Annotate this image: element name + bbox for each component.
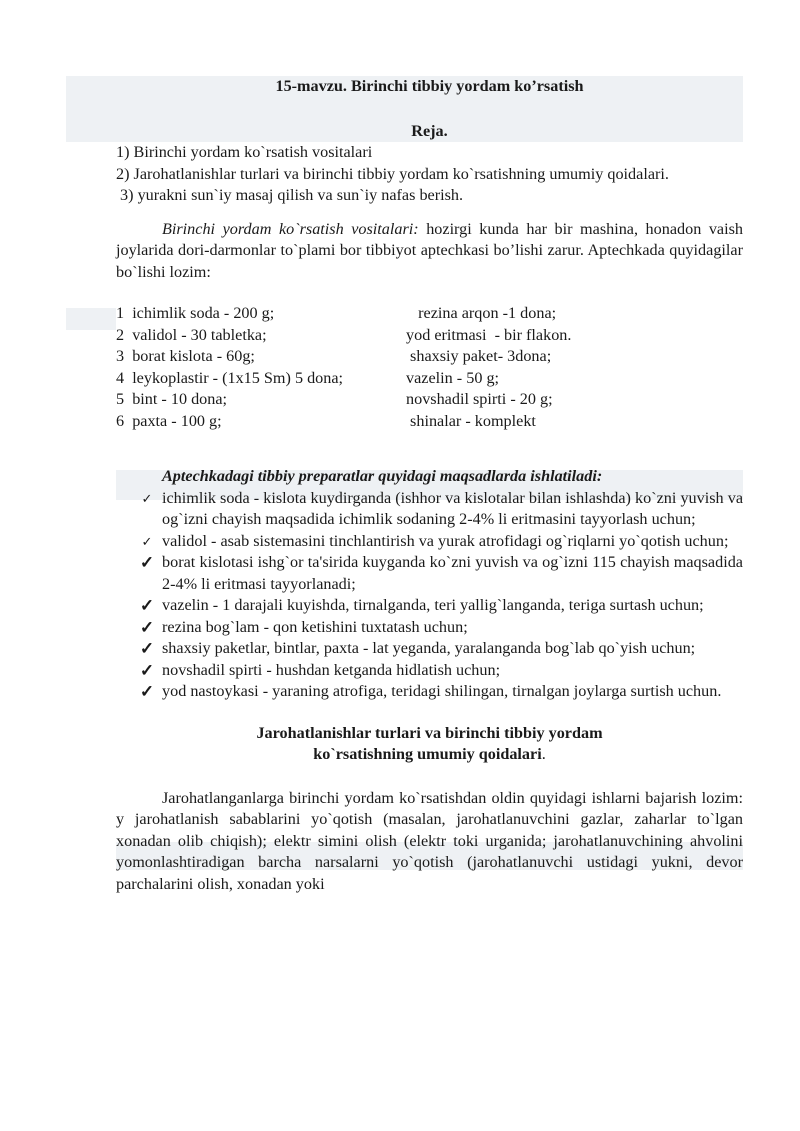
checkmark-icon: ✓	[139, 617, 155, 637]
intro-italic-lead: Birinchi yordam ko`rsatish vositalari:	[162, 219, 419, 238]
document-page	[116, 76, 743, 895]
supply-row	[116, 389, 743, 411]
list-item	[116, 531, 743, 553]
checkmark-icon: ✓	[139, 596, 155, 615]
supply-item-left: 6 paxta - 100 g;	[116, 411, 222, 430]
supply-row	[116, 368, 743, 390]
section-heading-period: .	[541, 745, 546, 763]
section-heading	[116, 723, 743, 766]
list-item	[116, 595, 743, 617]
intro-paragraph	[116, 219, 743, 284]
supply-item-right: rezina arqon -1 dona;	[406, 304, 557, 322]
uses-list	[116, 488, 743, 703]
supplies-list	[116, 303, 743, 432]
list-item	[116, 638, 743, 660]
supply-item-left: 4 leykoplastir - (1x15 Sm) 5 dona;	[116, 368, 344, 387]
checkmark-icon: ✓	[141, 533, 153, 549]
intro-text: hozirgi kunda har bir mashina, honadon vaish joylarida dori-darmonlar to`plami bor tibbiyot aptechkasi bo’lishi zarur. Aptechkada quyidagilar bo`lishi lozim:	[116, 219, 743, 281]
list-item	[116, 660, 743, 682]
checkmark-icon: ✓	[139, 553, 155, 572]
plan-heading: Reja.	[411, 121, 448, 140]
list-item	[116, 552, 743, 595]
list-item	[116, 681, 743, 703]
checkmark-icon: ✓	[139, 660, 155, 680]
supply-item-left: 1 ichimlik soda - 200 g;	[116, 304, 275, 322]
list-item	[116, 617, 743, 639]
supply-row	[116, 346, 743, 368]
plan-list	[116, 142, 743, 207]
list-item	[116, 488, 743, 531]
list-item-text: vazelin - 1 darajali kuyishda, tirnalganda, teri yallig`langanda, teriga surtash uchun;	[162, 596, 704, 614]
supply-item-left: 5 bint - 10 dona;	[116, 390, 228, 408]
page-title: 15-mavzu. Birinchi tibbiy yordam ko’rsatish	[275, 77, 584, 95]
list-item-text: novshadil spirti - hushdan ketganda hidlatish uchun;	[162, 660, 501, 679]
plan-item: 3) yurakni sun`iy masaj qilish va sun`iy nafas berish.	[116, 186, 464, 204]
supply-item-right: shaxsiy paket- 3dona;	[406, 347, 552, 365]
list-item-text: ichimlik soda - kislota kuydirganda (ishhor va kislotalar bilan ishlashda) ko`zni yuvish va og`izni chayish maqsadida ichimlik sodaning 2-4% li eritmasini tayyorlash uchun;	[162, 488, 743, 528]
supply-row	[116, 325, 743, 347]
supply-item-right: shinalar - komplekt	[406, 411, 536, 430]
section-heading-text: ko`rsatishning umumiy qoidalari	[313, 745, 542, 763]
checkmark-icon: ✓	[139, 639, 155, 658]
list-item-text: shaxsiy paketlar, bintlar, paxta - lat yeganda, yaralanganda bog`lab qo`yish uchun;	[162, 639, 696, 657]
uses-heading: Aptechkadagi tibbiy preparatlar quyidagi maqsadlarda ishlatiladi:	[162, 467, 603, 485]
supply-item-left: 2 validol - 30 tabletka;	[116, 325, 267, 344]
section-paragraph: Jarohatlanganlarga birinchi yordam ko`rsatishdan oldin quyidagi ishlarni bajarish lozim: y jarohatlanish sabablarini yo`qotish (masalan, jarohatlanuvchini gazlar, zaharlar to`lgan xonadan olib chiqish); elektr simini olish (elektr toki urganida; jarohatlanuvchining ahvolini yomonlashtiradigan barcha narsalarni yo`qotish (jarohatlanuvchi ustidagi yukni, devor parchalarini olish, xonadan yoki	[116, 788, 743, 893]
supply-item-right: novshadil spirti - 20 g;	[406, 390, 553, 408]
list-item-text: yod nastoykasi - yaraning atrofiga, teridagi shilingan, tirnalgan joylarga surtish uchun.	[162, 682, 722, 700]
supply-row	[116, 303, 743, 325]
list-item-text: validol - asab sistemasini tinchlantirish va yurak atrofidagi og`riqlarni yo`qotish uchun;	[162, 531, 729, 550]
scan-shade-band	[66, 308, 116, 330]
supply-item-left: 3 borat kislota - 60g;	[116, 347, 255, 365]
section-heading-line	[116, 744, 743, 766]
checkmark-icon: ✓	[141, 490, 153, 506]
plan-item: 1) Birinchi yordam ko`rsatish vositalari	[116, 143, 373, 161]
list-item-text: rezina bog`lam - qon ketishini tuxtatash uchun;	[162, 617, 468, 636]
supply-row	[116, 411, 743, 433]
supply-item-right: vazelin - 50 g;	[406, 368, 500, 387]
list-item-text: borat kislotasi ishg`or ta'sirida kuyganda ko`zni yuvish va og`izni 115 chayish maqsadida 2-4% li eritmasi tayyorlanadi;	[162, 553, 743, 593]
supply-item-right: yod eritmasi - bir flakon.	[406, 325, 572, 344]
checkmark-icon: ✓	[139, 682, 155, 701]
plan-item: 2) Jarohatlanishlar turlari va birinchi tibbiy yordam ko`rsatishning umumiy qoidalari.	[116, 164, 669, 183]
section-heading-line: Jarohatlanishlar turlari va birinchi tibbiy yordam	[256, 723, 603, 742]
